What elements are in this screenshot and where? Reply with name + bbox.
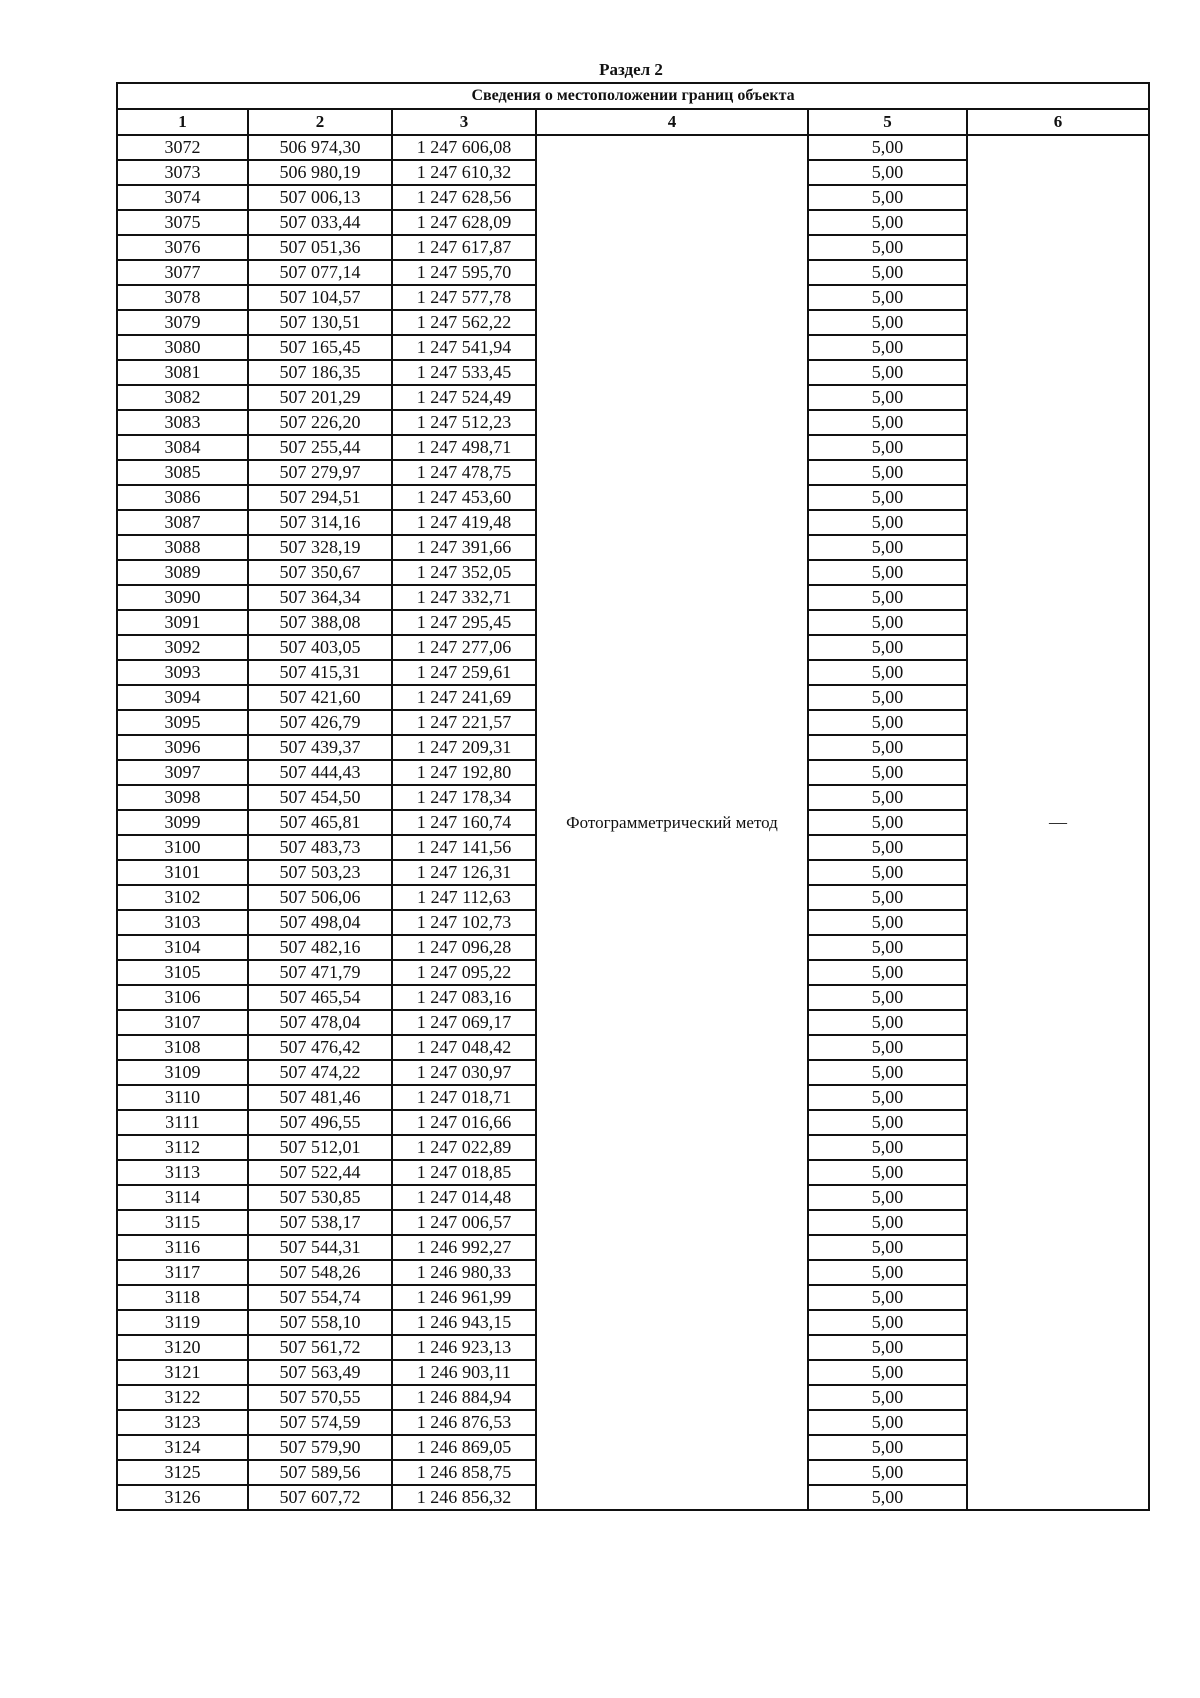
- point-number: 3096: [117, 735, 248, 760]
- column-number-6: 6: [967, 109, 1149, 135]
- coordinate-x: 507 454,50: [248, 785, 392, 810]
- point-number: 3125: [117, 1460, 248, 1485]
- accuracy-value: 5,00: [808, 860, 967, 885]
- coordinate-y: 1 247 259,61: [392, 660, 536, 685]
- point-number: 3117: [117, 1260, 248, 1285]
- coordinate-y: 1 247 628,56: [392, 185, 536, 210]
- coordinate-x: 507 279,97: [248, 460, 392, 485]
- accuracy-value: 5,00: [808, 835, 967, 860]
- accuracy-value: 5,00: [808, 1310, 967, 1335]
- accuracy-value: 5,00: [808, 135, 967, 160]
- point-number: 3110: [117, 1085, 248, 1110]
- coordinate-x: 507 570,55: [248, 1385, 392, 1410]
- coordinate-x: 507 444,43: [248, 760, 392, 785]
- column-6-dash: —: [967, 135, 1149, 1510]
- determination-method: Фотограмметрический метод: [536, 135, 808, 1510]
- coordinate-y: 1 247 006,57: [392, 1210, 536, 1235]
- accuracy-value: 5,00: [808, 1485, 967, 1510]
- coordinate-x: 507 544,31: [248, 1235, 392, 1260]
- coordinate-y: 1 247 391,66: [392, 535, 536, 560]
- coordinate-y: 1 247 178,34: [392, 785, 536, 810]
- coordinate-x: 507 589,56: [248, 1460, 392, 1485]
- accuracy-value: 5,00: [808, 1460, 967, 1485]
- point-number: 3088: [117, 535, 248, 560]
- point-number: 3116: [117, 1235, 248, 1260]
- accuracy-value: 5,00: [808, 635, 967, 660]
- accuracy-value: 5,00: [808, 235, 967, 260]
- coordinate-x: 507 548,26: [248, 1260, 392, 1285]
- coordinate-y: 1 246 980,33: [392, 1260, 536, 1285]
- coordinate-y: 1 247 083,16: [392, 985, 536, 1010]
- coordinate-y: 1 247 577,78: [392, 285, 536, 310]
- coordinate-y: 1 247 102,73: [392, 910, 536, 935]
- coordinate-y: 1 247 016,66: [392, 1110, 536, 1135]
- point-number: 3098: [117, 785, 248, 810]
- coordinate-y: 1 246 884,94: [392, 1385, 536, 1410]
- point-number: 3108: [117, 1035, 248, 1060]
- column-number-3: 3: [392, 109, 536, 135]
- coordinate-x: 507 465,54: [248, 985, 392, 1010]
- accuracy-value: 5,00: [808, 1410, 967, 1435]
- point-number: 3082: [117, 385, 248, 410]
- accuracy-value: 5,00: [808, 1335, 967, 1360]
- coordinate-y: 1 247 018,71: [392, 1085, 536, 1110]
- coordinate-y: 1 246 876,53: [392, 1410, 536, 1435]
- accuracy-value: 5,00: [808, 660, 967, 685]
- column-number-4: 4: [536, 109, 808, 135]
- coordinate-y: 1 247 541,94: [392, 335, 536, 360]
- coordinate-x: 507 483,73: [248, 835, 392, 860]
- coordinate-y: 1 247 295,45: [392, 610, 536, 635]
- point-number: 3105: [117, 960, 248, 985]
- coordinate-y: 1 247 018,85: [392, 1160, 536, 1185]
- coordinate-x: 507 496,55: [248, 1110, 392, 1135]
- coordinate-x: 507 538,17: [248, 1210, 392, 1235]
- accuracy-value: 5,00: [808, 385, 967, 410]
- accuracy-value: 5,00: [808, 1010, 967, 1035]
- point-number: 3100: [117, 835, 248, 860]
- coordinate-x: 507 226,20: [248, 410, 392, 435]
- accuracy-value: 5,00: [808, 335, 967, 360]
- point-number: 3093: [117, 660, 248, 685]
- coordinate-y: 1 247 524,49: [392, 385, 536, 410]
- accuracy-value: 5,00: [808, 1385, 967, 1410]
- point-number: 3102: [117, 885, 248, 910]
- coordinate-x: 507 033,44: [248, 210, 392, 235]
- accuracy-value: 5,00: [808, 360, 967, 385]
- coordinate-x: 507 554,74: [248, 1285, 392, 1310]
- accuracy-value: 5,00: [808, 560, 967, 585]
- coordinate-x: 507 006,13: [248, 185, 392, 210]
- coordinate-y: 1 247 352,05: [392, 560, 536, 585]
- point-number: 3112: [117, 1135, 248, 1160]
- accuracy-value: 5,00: [808, 710, 967, 735]
- accuracy-value: 5,00: [808, 1260, 967, 1285]
- coordinate-x: 507 439,37: [248, 735, 392, 760]
- table-body: [117, 135, 1149, 1510]
- coordinate-y: 1 247 095,22: [392, 960, 536, 985]
- accuracy-value: 5,00: [808, 260, 967, 285]
- coordinate-y: 1 247 606,08: [392, 135, 536, 160]
- point-number: 3107: [117, 1010, 248, 1035]
- coordinate-y: 1 247 022,89: [392, 1135, 536, 1160]
- column-number-2: 2: [248, 109, 392, 135]
- point-number: 3086: [117, 485, 248, 510]
- point-number: 3078: [117, 285, 248, 310]
- coordinate-x: 507 350,67: [248, 560, 392, 585]
- point-number: 3119: [117, 1310, 248, 1335]
- coordinate-x: 506 974,30: [248, 135, 392, 160]
- point-number: 3085: [117, 460, 248, 485]
- coordinate-y: 1 247 141,56: [392, 835, 536, 860]
- table-caption-row: [117, 83, 1149, 109]
- coordinate-y: 1 247 610,32: [392, 160, 536, 185]
- coordinate-y: 1 247 419,48: [392, 510, 536, 535]
- point-number: 3094: [117, 685, 248, 710]
- point-number: 3115: [117, 1210, 248, 1235]
- coordinate-x: 507 426,79: [248, 710, 392, 735]
- point-number: 3076: [117, 235, 248, 260]
- coordinate-x: 507 530,85: [248, 1185, 392, 1210]
- coordinate-y: 1 247 595,70: [392, 260, 536, 285]
- coordinate-x: 507 104,57: [248, 285, 392, 310]
- coordinate-y: 1 247 478,75: [392, 460, 536, 485]
- coordinate-x: 507 481,46: [248, 1085, 392, 1110]
- coordinate-x: 507 476,42: [248, 1035, 392, 1060]
- coordinate-x: 507 465,81: [248, 810, 392, 835]
- coordinate-x: 507 201,29: [248, 385, 392, 410]
- coordinate-y: 1 247 160,74: [392, 810, 536, 835]
- coordinate-y: 1 247 048,42: [392, 1035, 536, 1060]
- accuracy-value: 5,00: [808, 685, 967, 710]
- accuracy-value: 5,00: [808, 1285, 967, 1310]
- accuracy-value: 5,00: [808, 960, 967, 985]
- point-number: 3118: [117, 1285, 248, 1310]
- coordinate-y: 1 246 961,99: [392, 1285, 536, 1310]
- accuracy-value: 5,00: [808, 585, 967, 610]
- point-number: 3084: [117, 435, 248, 460]
- coordinate-y: 1 246 856,32: [392, 1485, 536, 1510]
- coordinate-y: 1 247 533,45: [392, 360, 536, 385]
- coordinate-x: 507 403,05: [248, 635, 392, 660]
- accuracy-value: 5,00: [808, 1185, 967, 1210]
- coordinate-x: 507 186,35: [248, 360, 392, 385]
- coordinate-x: 507 314,16: [248, 510, 392, 535]
- point-number: 3101: [117, 860, 248, 885]
- point-number: 3089: [117, 560, 248, 585]
- point-number: 3083: [117, 410, 248, 435]
- point-number: 3095: [117, 710, 248, 735]
- accuracy-value: 5,00: [808, 735, 967, 760]
- accuracy-value: 5,00: [808, 610, 967, 635]
- point-number: 3081: [117, 360, 248, 385]
- point-number: 3077: [117, 260, 248, 285]
- coordinate-y: 1 247 126,31: [392, 860, 536, 885]
- coordinate-x: 507 478,04: [248, 1010, 392, 1035]
- accuracy-value: 5,00: [808, 785, 967, 810]
- point-number: 3097: [117, 760, 248, 785]
- coordinate-x: 507 474,22: [248, 1060, 392, 1085]
- coordinate-y: 1 246 858,75: [392, 1460, 536, 1485]
- point-number: 3092: [117, 635, 248, 660]
- coordinate-x: 507 051,36: [248, 235, 392, 260]
- point-number: 3103: [117, 910, 248, 935]
- point-number: 3073: [117, 160, 248, 185]
- accuracy-value: 5,00: [808, 210, 967, 235]
- coordinate-x: 507 558,10: [248, 1310, 392, 1335]
- accuracy-value: 5,00: [808, 810, 967, 835]
- coordinate-y: 1 247 562,22: [392, 310, 536, 335]
- coordinate-y: 1 247 332,71: [392, 585, 536, 610]
- coordinate-y: 1 246 992,27: [392, 1235, 536, 1260]
- coordinate-x: 507 471,79: [248, 960, 392, 985]
- accuracy-value: 5,00: [808, 160, 967, 185]
- coordinate-y: 1 247 277,06: [392, 635, 536, 660]
- accuracy-value: 5,00: [808, 1210, 967, 1235]
- point-number: 3091: [117, 610, 248, 635]
- accuracy-value: 5,00: [808, 285, 967, 310]
- boundary-coordinates-table: [116, 82, 1150, 1511]
- coordinate-y: 1 247 030,97: [392, 1060, 536, 1085]
- accuracy-value: 5,00: [808, 1135, 967, 1160]
- coordinate-y: 1 247 221,57: [392, 710, 536, 735]
- table-caption: Сведения о местоположении границ объекта: [117, 83, 1149, 109]
- accuracy-value: 5,00: [808, 1360, 967, 1385]
- coordinate-y: 1 247 096,28: [392, 935, 536, 960]
- accuracy-value: 5,00: [808, 885, 967, 910]
- accuracy-value: 5,00: [808, 935, 967, 960]
- accuracy-value: 5,00: [808, 435, 967, 460]
- coordinate-x: 507 421,60: [248, 685, 392, 710]
- coordinate-y: 1 247 498,71: [392, 435, 536, 460]
- point-number: 3122: [117, 1385, 248, 1410]
- point-number: 3090: [117, 585, 248, 610]
- coordinate-y: 1 247 512,23: [392, 410, 536, 435]
- accuracy-value: 5,00: [808, 985, 967, 1010]
- point-number: 3111: [117, 1110, 248, 1135]
- coordinate-y: 1 247 617,87: [392, 235, 536, 260]
- coordinate-x: 507 607,72: [248, 1485, 392, 1510]
- accuracy-value: 5,00: [808, 1160, 967, 1185]
- point-number: 3126: [117, 1485, 248, 1510]
- accuracy-value: 5,00: [808, 510, 967, 535]
- coordinate-y: 1 247 112,63: [392, 885, 536, 910]
- coordinate-x: 507 579,90: [248, 1435, 392, 1460]
- coordinate-x: 507 328,19: [248, 535, 392, 560]
- coordinate-y: 1 247 069,17: [392, 1010, 536, 1035]
- accuracy-value: 5,00: [808, 1060, 967, 1085]
- point-number: 3087: [117, 510, 248, 535]
- point-number: 3113: [117, 1160, 248, 1185]
- coordinate-y: 1 246 869,05: [392, 1435, 536, 1460]
- coordinate-y: 1 246 943,15: [392, 1310, 536, 1335]
- coordinate-x: 507 512,01: [248, 1135, 392, 1160]
- coordinate-x: 507 561,72: [248, 1335, 392, 1360]
- coordinate-x: 506 980,19: [248, 160, 392, 185]
- coordinate-y: 1 247 192,80: [392, 760, 536, 785]
- point-number: 3124: [117, 1435, 248, 1460]
- accuracy-value: 5,00: [808, 910, 967, 935]
- coordinate-y: 1 246 923,13: [392, 1335, 536, 1360]
- coordinate-y: 1 247 453,60: [392, 485, 536, 510]
- point-number: 3106: [117, 985, 248, 1010]
- coordinate-x: 507 165,45: [248, 335, 392, 360]
- point-number: 3121: [117, 1360, 248, 1385]
- point-number: 3074: [117, 185, 248, 210]
- coordinate-y: 1 247 209,31: [392, 735, 536, 760]
- point-number: 3072: [117, 135, 248, 160]
- coordinate-y: 1 247 014,48: [392, 1185, 536, 1210]
- coordinate-x: 507 503,23: [248, 860, 392, 885]
- point-number: 3099: [117, 810, 248, 835]
- coordinate-x: 507 415,31: [248, 660, 392, 685]
- coordinate-x: 507 255,44: [248, 435, 392, 460]
- point-number: 3075: [117, 210, 248, 235]
- coordinate-x: 507 506,06: [248, 885, 392, 910]
- accuracy-value: 5,00: [808, 185, 967, 210]
- coordinate-x: 507 574,59: [248, 1410, 392, 1435]
- accuracy-value: 5,00: [808, 1085, 967, 1110]
- accuracy-value: 5,00: [808, 310, 967, 335]
- column-number-1: 1: [117, 109, 248, 135]
- point-number: 3079: [117, 310, 248, 335]
- coordinate-y: 1 246 903,11: [392, 1360, 536, 1385]
- coordinate-x: 507 563,49: [248, 1360, 392, 1385]
- point-number: 3104: [117, 935, 248, 960]
- point-number: 3080: [117, 335, 248, 360]
- accuracy-value: 5,00: [808, 1035, 967, 1060]
- accuracy-value: 5,00: [808, 1110, 967, 1135]
- accuracy-value: 5,00: [808, 460, 967, 485]
- column-number-5: 5: [808, 109, 967, 135]
- coordinate-x: 507 522,44: [248, 1160, 392, 1185]
- coordinate-x: 507 077,14: [248, 260, 392, 285]
- coordinate-x: 507 364,34: [248, 585, 392, 610]
- point-number: 3114: [117, 1185, 248, 1210]
- coordinate-x: 507 482,16: [248, 935, 392, 960]
- accuracy-value: 5,00: [808, 535, 967, 560]
- coordinate-x: 507 498,04: [248, 910, 392, 935]
- section-title: Раздел 2: [599, 60, 663, 79]
- accuracy-value: 5,00: [808, 760, 967, 785]
- accuracy-value: 5,00: [808, 1435, 967, 1460]
- coordinate-y: 1 247 628,09: [392, 210, 536, 235]
- coordinate-x: 507 130,51: [248, 310, 392, 335]
- table-row: [117, 135, 1149, 160]
- point-number: 3123: [117, 1410, 248, 1435]
- point-number: 3120: [117, 1335, 248, 1360]
- accuracy-value: 5,00: [808, 485, 967, 510]
- point-number: 3109: [117, 1060, 248, 1085]
- coordinate-x: 507 294,51: [248, 485, 392, 510]
- coordinate-x: 507 388,08: [248, 610, 392, 635]
- accuracy-value: 5,00: [808, 1235, 967, 1260]
- column-number-row: [117, 109, 1149, 135]
- coordinate-y: 1 247 241,69: [392, 685, 536, 710]
- accuracy-value: 5,00: [808, 410, 967, 435]
